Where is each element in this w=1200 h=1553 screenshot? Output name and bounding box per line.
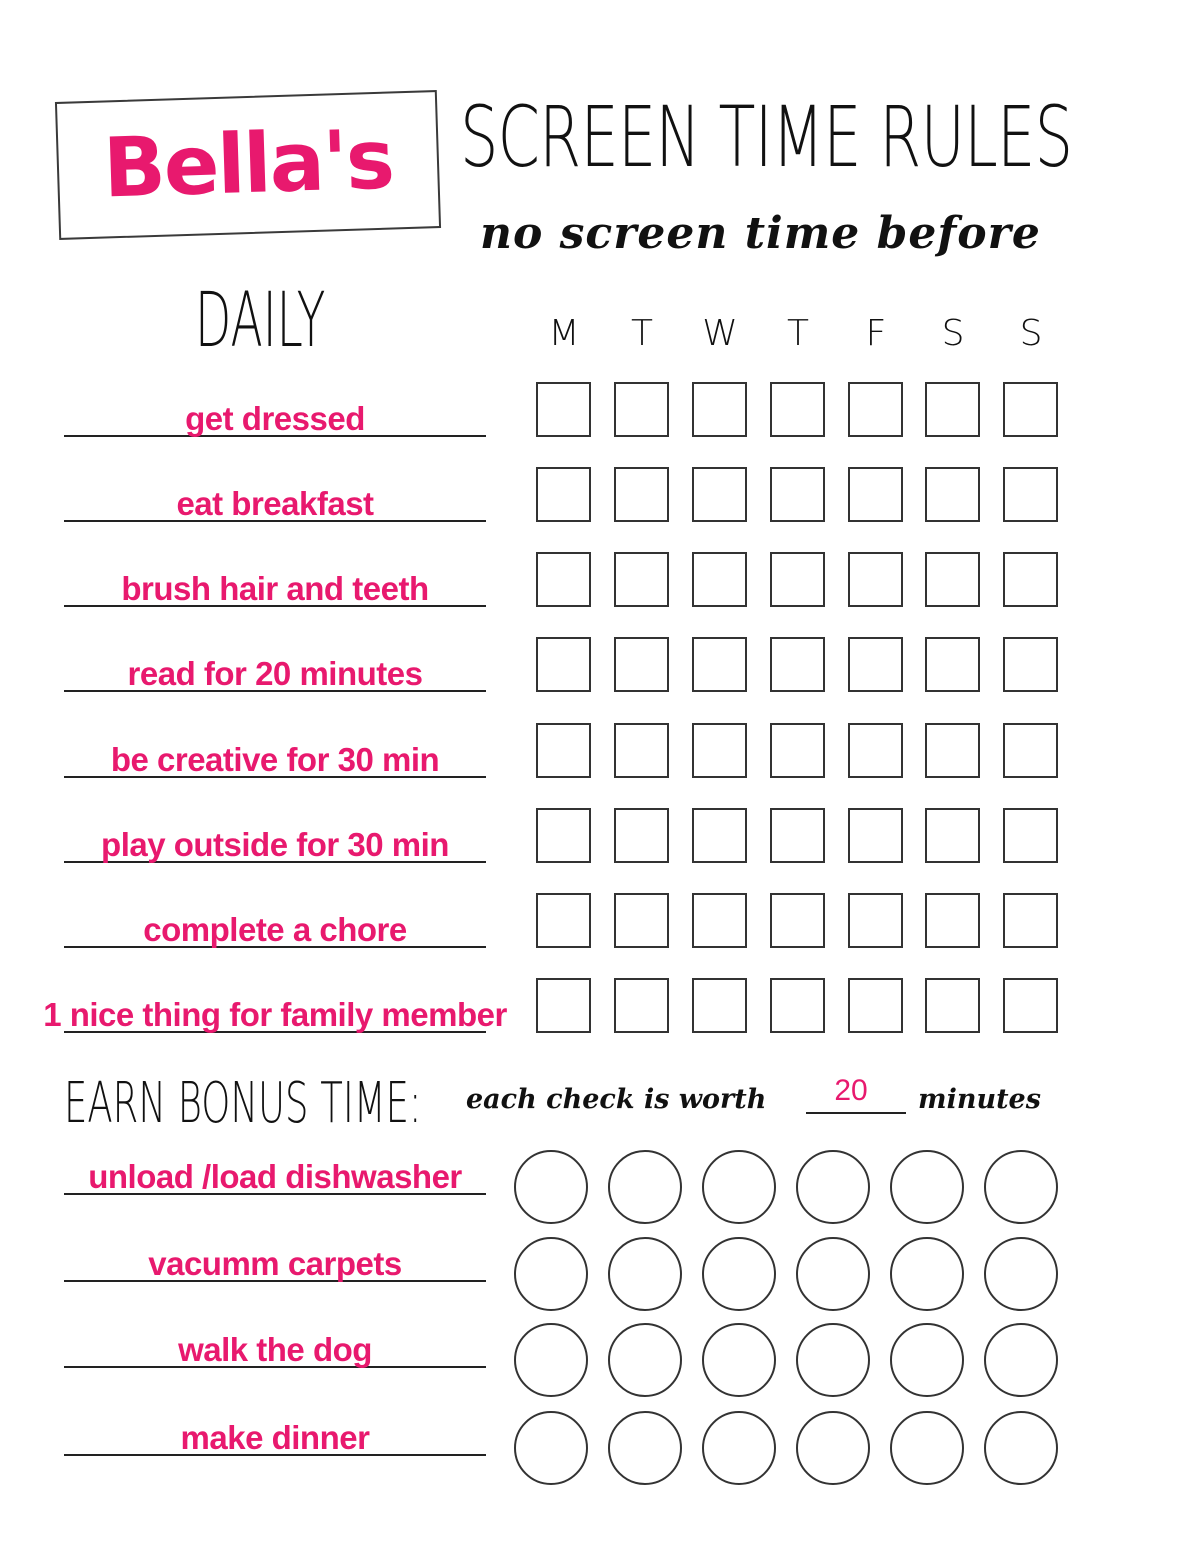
daily-checkbox[interactable] bbox=[848, 723, 903, 778]
bonus-check-circle[interactable] bbox=[984, 1150, 1058, 1224]
bonus-check-circle[interactable] bbox=[608, 1150, 682, 1224]
daily-checkbox[interactable] bbox=[770, 552, 825, 607]
daily-checkbox[interactable] bbox=[848, 552, 903, 607]
bonus-task-label: unload /load dishwasher bbox=[88, 1158, 462, 1195]
bonus-check-circle[interactable] bbox=[702, 1237, 776, 1311]
daily-checkbox[interactable] bbox=[614, 893, 669, 948]
daily-task-label: brush hair and teeth bbox=[121, 570, 429, 607]
bonus-unit: minutes bbox=[918, 1084, 1041, 1115]
daily-checkbox[interactable] bbox=[614, 382, 669, 437]
daily-checkbox[interactable] bbox=[925, 637, 980, 692]
daily-checkbox[interactable] bbox=[848, 467, 903, 522]
bonus-check-circle[interactable] bbox=[702, 1150, 776, 1224]
daily-checkbox[interactable] bbox=[692, 467, 747, 522]
bonus-check-circle[interactable] bbox=[890, 1237, 964, 1311]
daily-checkbox[interactable] bbox=[1003, 637, 1058, 692]
daily-checkbox[interactable] bbox=[1003, 723, 1058, 778]
bonus-check-circle[interactable] bbox=[514, 1323, 588, 1397]
bonus-check-circle[interactable] bbox=[514, 1237, 588, 1311]
chart-subtitle: no screen time before bbox=[480, 208, 1041, 259]
daily-checkbox[interactable] bbox=[925, 467, 980, 522]
bonus-check-circle[interactable] bbox=[890, 1150, 964, 1224]
daily-checkbox[interactable] bbox=[536, 382, 591, 437]
daily-checkbox[interactable] bbox=[614, 723, 669, 778]
bonus-check-circle[interactable] bbox=[984, 1411, 1058, 1485]
daily-checkbox[interactable] bbox=[925, 893, 980, 948]
bonus-task-label: vacumm carpets bbox=[148, 1245, 402, 1282]
daily-heading: DAILY bbox=[195, 275, 326, 364]
daily-task-label: complete a chore bbox=[143, 911, 407, 948]
bonus-check-circle[interactable] bbox=[796, 1411, 870, 1485]
daily-checkbox[interactable] bbox=[925, 382, 980, 437]
daily-checkbox[interactable] bbox=[536, 552, 591, 607]
bonus-check-circle[interactable] bbox=[796, 1150, 870, 1224]
daily-checkbox[interactable] bbox=[536, 893, 591, 948]
daily-task-label: eat breakfast bbox=[176, 485, 374, 522]
daily-checkbox[interactable] bbox=[770, 637, 825, 692]
daily-checkbox[interactable] bbox=[536, 723, 591, 778]
daily-checkbox[interactable] bbox=[692, 552, 747, 607]
bonus-check-circle[interactable] bbox=[608, 1323, 682, 1397]
bonus-check-circle[interactable] bbox=[514, 1411, 588, 1485]
daily-checkbox[interactable] bbox=[614, 552, 669, 607]
day-label: T bbox=[631, 313, 653, 354]
bonus-check-circle[interactable] bbox=[796, 1237, 870, 1311]
daily-checkbox[interactable] bbox=[536, 808, 591, 863]
daily-checkbox[interactable] bbox=[692, 723, 747, 778]
bonus-check-circle[interactable] bbox=[984, 1237, 1058, 1311]
bonus-check-circle[interactable] bbox=[796, 1323, 870, 1397]
daily-checkbox[interactable] bbox=[848, 978, 903, 1033]
bonus-task-label: make dinner bbox=[180, 1419, 370, 1456]
bonus-check-circle[interactable] bbox=[890, 1323, 964, 1397]
day-label: S bbox=[941, 313, 965, 354]
daily-checkbox[interactable] bbox=[770, 808, 825, 863]
daily-task-label: 1 nice thing for family member bbox=[43, 996, 507, 1033]
bonus-check-circle[interactable] bbox=[514, 1150, 588, 1224]
daily-checkbox[interactable] bbox=[536, 467, 591, 522]
daily-checkbox[interactable] bbox=[1003, 382, 1058, 437]
daily-checkbox[interactable] bbox=[536, 978, 591, 1033]
daily-checkbox[interactable] bbox=[770, 723, 825, 778]
day-label: F bbox=[865, 313, 887, 354]
daily-checkbox[interactable] bbox=[925, 723, 980, 778]
daily-task-label: read for 20 minutes bbox=[127, 655, 423, 692]
daily-checkbox[interactable] bbox=[848, 808, 903, 863]
bonus-heading: EARN BONUS TIME: bbox=[64, 1071, 422, 1136]
daily-task-label: play outside for 30 min bbox=[101, 826, 449, 863]
day-label: W bbox=[702, 313, 738, 354]
daily-checkbox[interactable] bbox=[1003, 467, 1058, 522]
daily-checkbox[interactable] bbox=[770, 893, 825, 948]
daily-checkbox[interactable] bbox=[848, 382, 903, 437]
bonus-check-circle[interactable] bbox=[702, 1411, 776, 1485]
bonus-check-circle[interactable] bbox=[702, 1323, 776, 1397]
daily-checkbox[interactable] bbox=[614, 808, 669, 863]
daily-checkbox[interactable] bbox=[1003, 978, 1058, 1033]
bonus-check-circle[interactable] bbox=[608, 1237, 682, 1311]
day-label: T bbox=[787, 313, 809, 354]
daily-checkbox[interactable] bbox=[692, 637, 747, 692]
daily-checkbox[interactable] bbox=[1003, 808, 1058, 863]
bonus-check-circle[interactable] bbox=[890, 1411, 964, 1485]
daily-checkbox[interactable] bbox=[536, 637, 591, 692]
bonus-check-circle[interactable] bbox=[984, 1323, 1058, 1397]
day-label: S bbox=[1019, 313, 1043, 354]
daily-checkbox[interactable] bbox=[614, 637, 669, 692]
day-label: M bbox=[548, 313, 580, 354]
daily-checkbox[interactable] bbox=[770, 978, 825, 1033]
bonus-task-label: walk the dog bbox=[178, 1331, 372, 1368]
bonus-check-circle[interactable] bbox=[608, 1411, 682, 1485]
daily-task-label: get dressed bbox=[185, 400, 365, 437]
child-name: Bella's bbox=[101, 112, 395, 217]
daily-checkbox[interactable] bbox=[1003, 893, 1058, 948]
chart-title: SCREEN TIME RULES bbox=[460, 88, 1073, 186]
daily-checkbox[interactable] bbox=[925, 808, 980, 863]
bonus-value-underline bbox=[806, 1112, 906, 1114]
daily-checkbox[interactable] bbox=[925, 552, 980, 607]
daily-checkbox[interactable] bbox=[692, 978, 747, 1033]
daily-checkbox[interactable] bbox=[614, 467, 669, 522]
daily-checkbox[interactable] bbox=[848, 893, 903, 948]
daily-checkbox[interactable] bbox=[770, 467, 825, 522]
daily-checkbox[interactable] bbox=[692, 808, 747, 863]
bonus-minutes-value[interactable]: 20 bbox=[834, 1074, 868, 1107]
daily-checkbox[interactable] bbox=[925, 978, 980, 1033]
daily-checkbox[interactable] bbox=[770, 382, 825, 437]
name-box bbox=[55, 90, 441, 240]
bonus-description: each check is worth bbox=[466, 1084, 767, 1115]
daily-checkbox[interactable] bbox=[692, 382, 747, 437]
daily-checkbox[interactable] bbox=[692, 893, 747, 948]
daily-task-label: be creative for 30 min bbox=[110, 741, 440, 778]
daily-checkbox[interactable] bbox=[1003, 552, 1058, 607]
daily-checkbox[interactable] bbox=[614, 978, 669, 1033]
daily-checkbox[interactable] bbox=[848, 637, 903, 692]
